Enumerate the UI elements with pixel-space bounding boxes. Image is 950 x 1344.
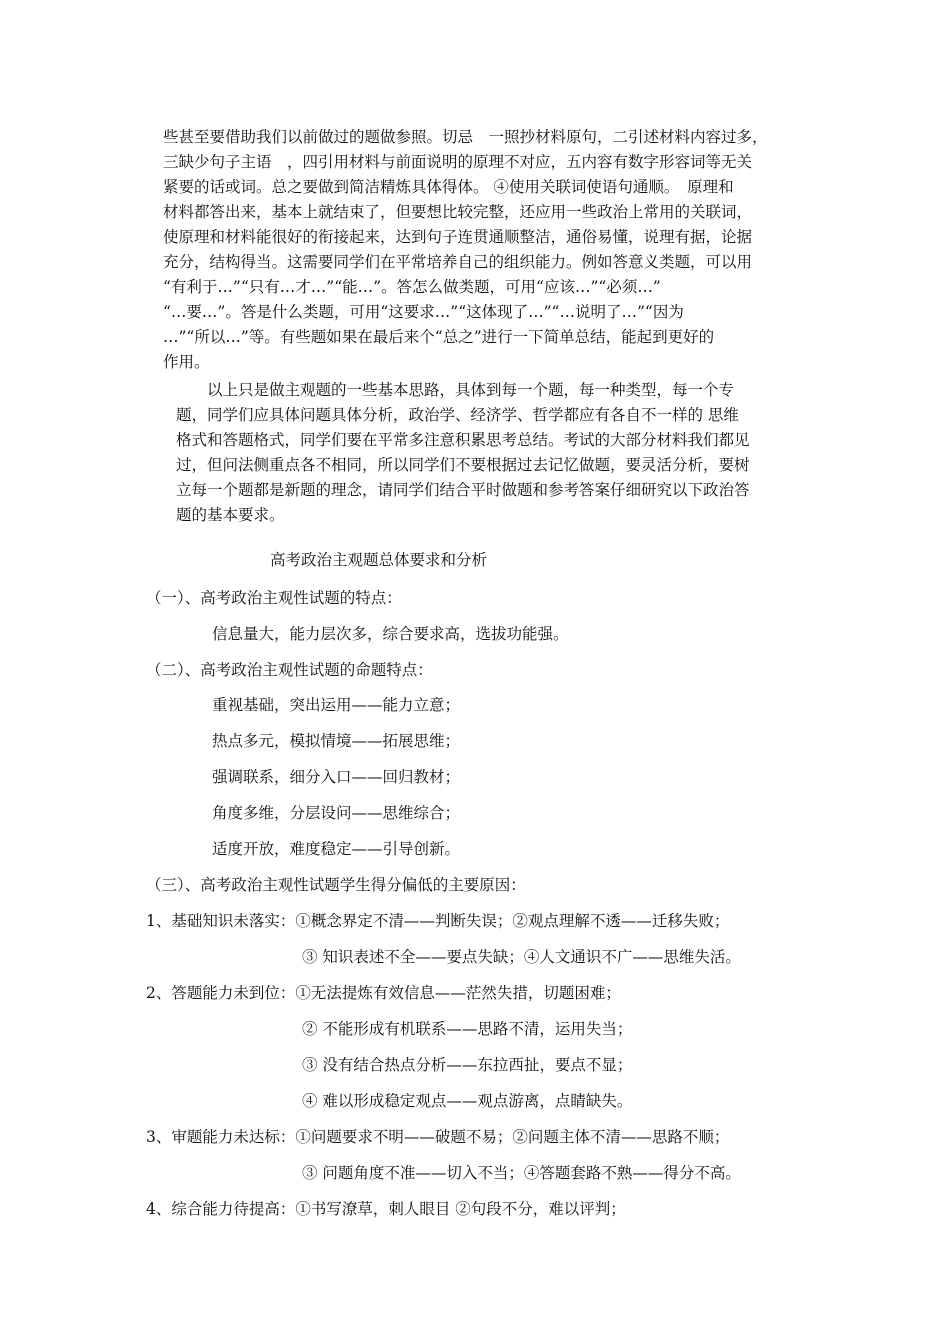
text-line: 立每一个题都是新题的理念，请同学们结合平时做题和参考答案仔细研究以下政治答 (176, 481, 750, 499)
section-2-line: 热点多元，模拟情境——拓展思维； (212, 732, 461, 750)
section-2-line: 重视基础，突出运用——能力立意； (212, 696, 461, 714)
reason-item-3: 3、审题能力未达标：①问题要求不明——破题不易；②问题主体不清——思路不顺； (146, 1128, 730, 1146)
text-line: 题的基本要求。 (176, 506, 285, 524)
text-line: “有利于…”“只有…才…”“能…”。答怎么做类题，可用“应该…”“必须…” (163, 278, 661, 296)
section-2-line: 角度多维，分层设问——思维综合； (212, 804, 461, 822)
reason-item-2-cont: ② 不能形成有机联系——思路不清，运用失当； (302, 1020, 633, 1038)
section-3-heading: （三）、高考政治主观性试题学生得分偏低的主要原因： (146, 876, 526, 894)
reason-item-2-cont: ④ 难以形成稳定观点——观点游离，点睛缺失。 (302, 1092, 633, 1110)
reason-item-1: 1、基础知识未落实：①概念界定不清——判断失误；②观点理解不透——迁移失败； (146, 912, 730, 930)
reason-item-4: 4、综合能力待提高：①书写潦草，刺人眼目 ②句段不分，难以评判； (146, 1200, 626, 1218)
section-2-heading: （二）、高考政治主观性试题的命题特点： (146, 661, 433, 679)
section-title: 高考政治主观题总体要求和分析 (270, 551, 488, 569)
section-1-heading: （一）、高考政治主观性试题的特点： (146, 589, 402, 607)
text-line: 以上只是做主观题的一些基本思路，具体到每一个题，每一种类型，每一个专 (176, 381, 735, 399)
reason-item-2-cont: ③ 没有结合热点分析——东拉西扯，要点不显； (302, 1056, 633, 1074)
section-2-line: 适度开放，难度稳定——引导创新。 (212, 840, 461, 858)
text-line: 紧要的话或词。总之要做到简洁精炼具体得体。 ④使用关联词使语句通顺。 原理和 (163, 178, 734, 196)
reason-item-3-cont: ③ 问题角度不准——切入不当；④答题套路不熟——得分不高。 (302, 1164, 741, 1182)
text-line: …”“所以…”等。有些题如果在最后来个“总之”进行一下简单总结，能起到更好的 (163, 328, 715, 346)
text-line: “…要…”。答是什么类题，可用“这要求…”“这体现了…”“…说明了…”“因为 (163, 303, 684, 321)
reason-item-2: 2、答题能力未到位：①无法提炼有效信息——茫然失措，切题困难； (146, 984, 621, 1002)
reason-item-1-cont: ③ 知识表述不全——要点失缺；④人文通识不广——思维失活。 (302, 948, 741, 966)
text-line: 三缺少句子主语 ，四引用材料与前面说明的原理不对应，五内容有数字形容词等无关 (163, 153, 753, 171)
text-line: 过，但问法侧重点各不相同，所以同学们不要根据过去记忆做题，要灵活分析，要树 (176, 456, 750, 474)
section-2-line: 强调联系，细分入口——回归教材； (212, 768, 461, 786)
text-line: 格式和答题格式，同学们要在平常多注意积累思考总结。考试的大部分材料我们都见 (176, 431, 750, 449)
text-line: 充分，结构得当。这需要同学们在平常培养自己的组织能力。例如答意义类题，可以用 (163, 253, 753, 271)
text-line: 使原理和材料能很好的衔接起来，达到句子连贯通顺整洁，通俗易懂，说理有据，论据 (163, 228, 753, 246)
text-line: 些甚至要借助我们以前做过的题做参照。切忌 一照抄材料原句，二引述材料内容过多， (163, 128, 768, 146)
section-1-line: 信息量大，能力层次多，综合要求高，选拔功能强。 (212, 625, 569, 643)
text-line: 材料都答出来，基本上就结束了，但要想比较完整，还应用一些政治上常用的关联词， (163, 203, 753, 221)
text-line: 题，同学们应具体问题具体分析，政治学、经济学、哲学都应有各自不一样的 思维 (176, 406, 739, 424)
text-line: 作用。 (163, 353, 210, 371)
